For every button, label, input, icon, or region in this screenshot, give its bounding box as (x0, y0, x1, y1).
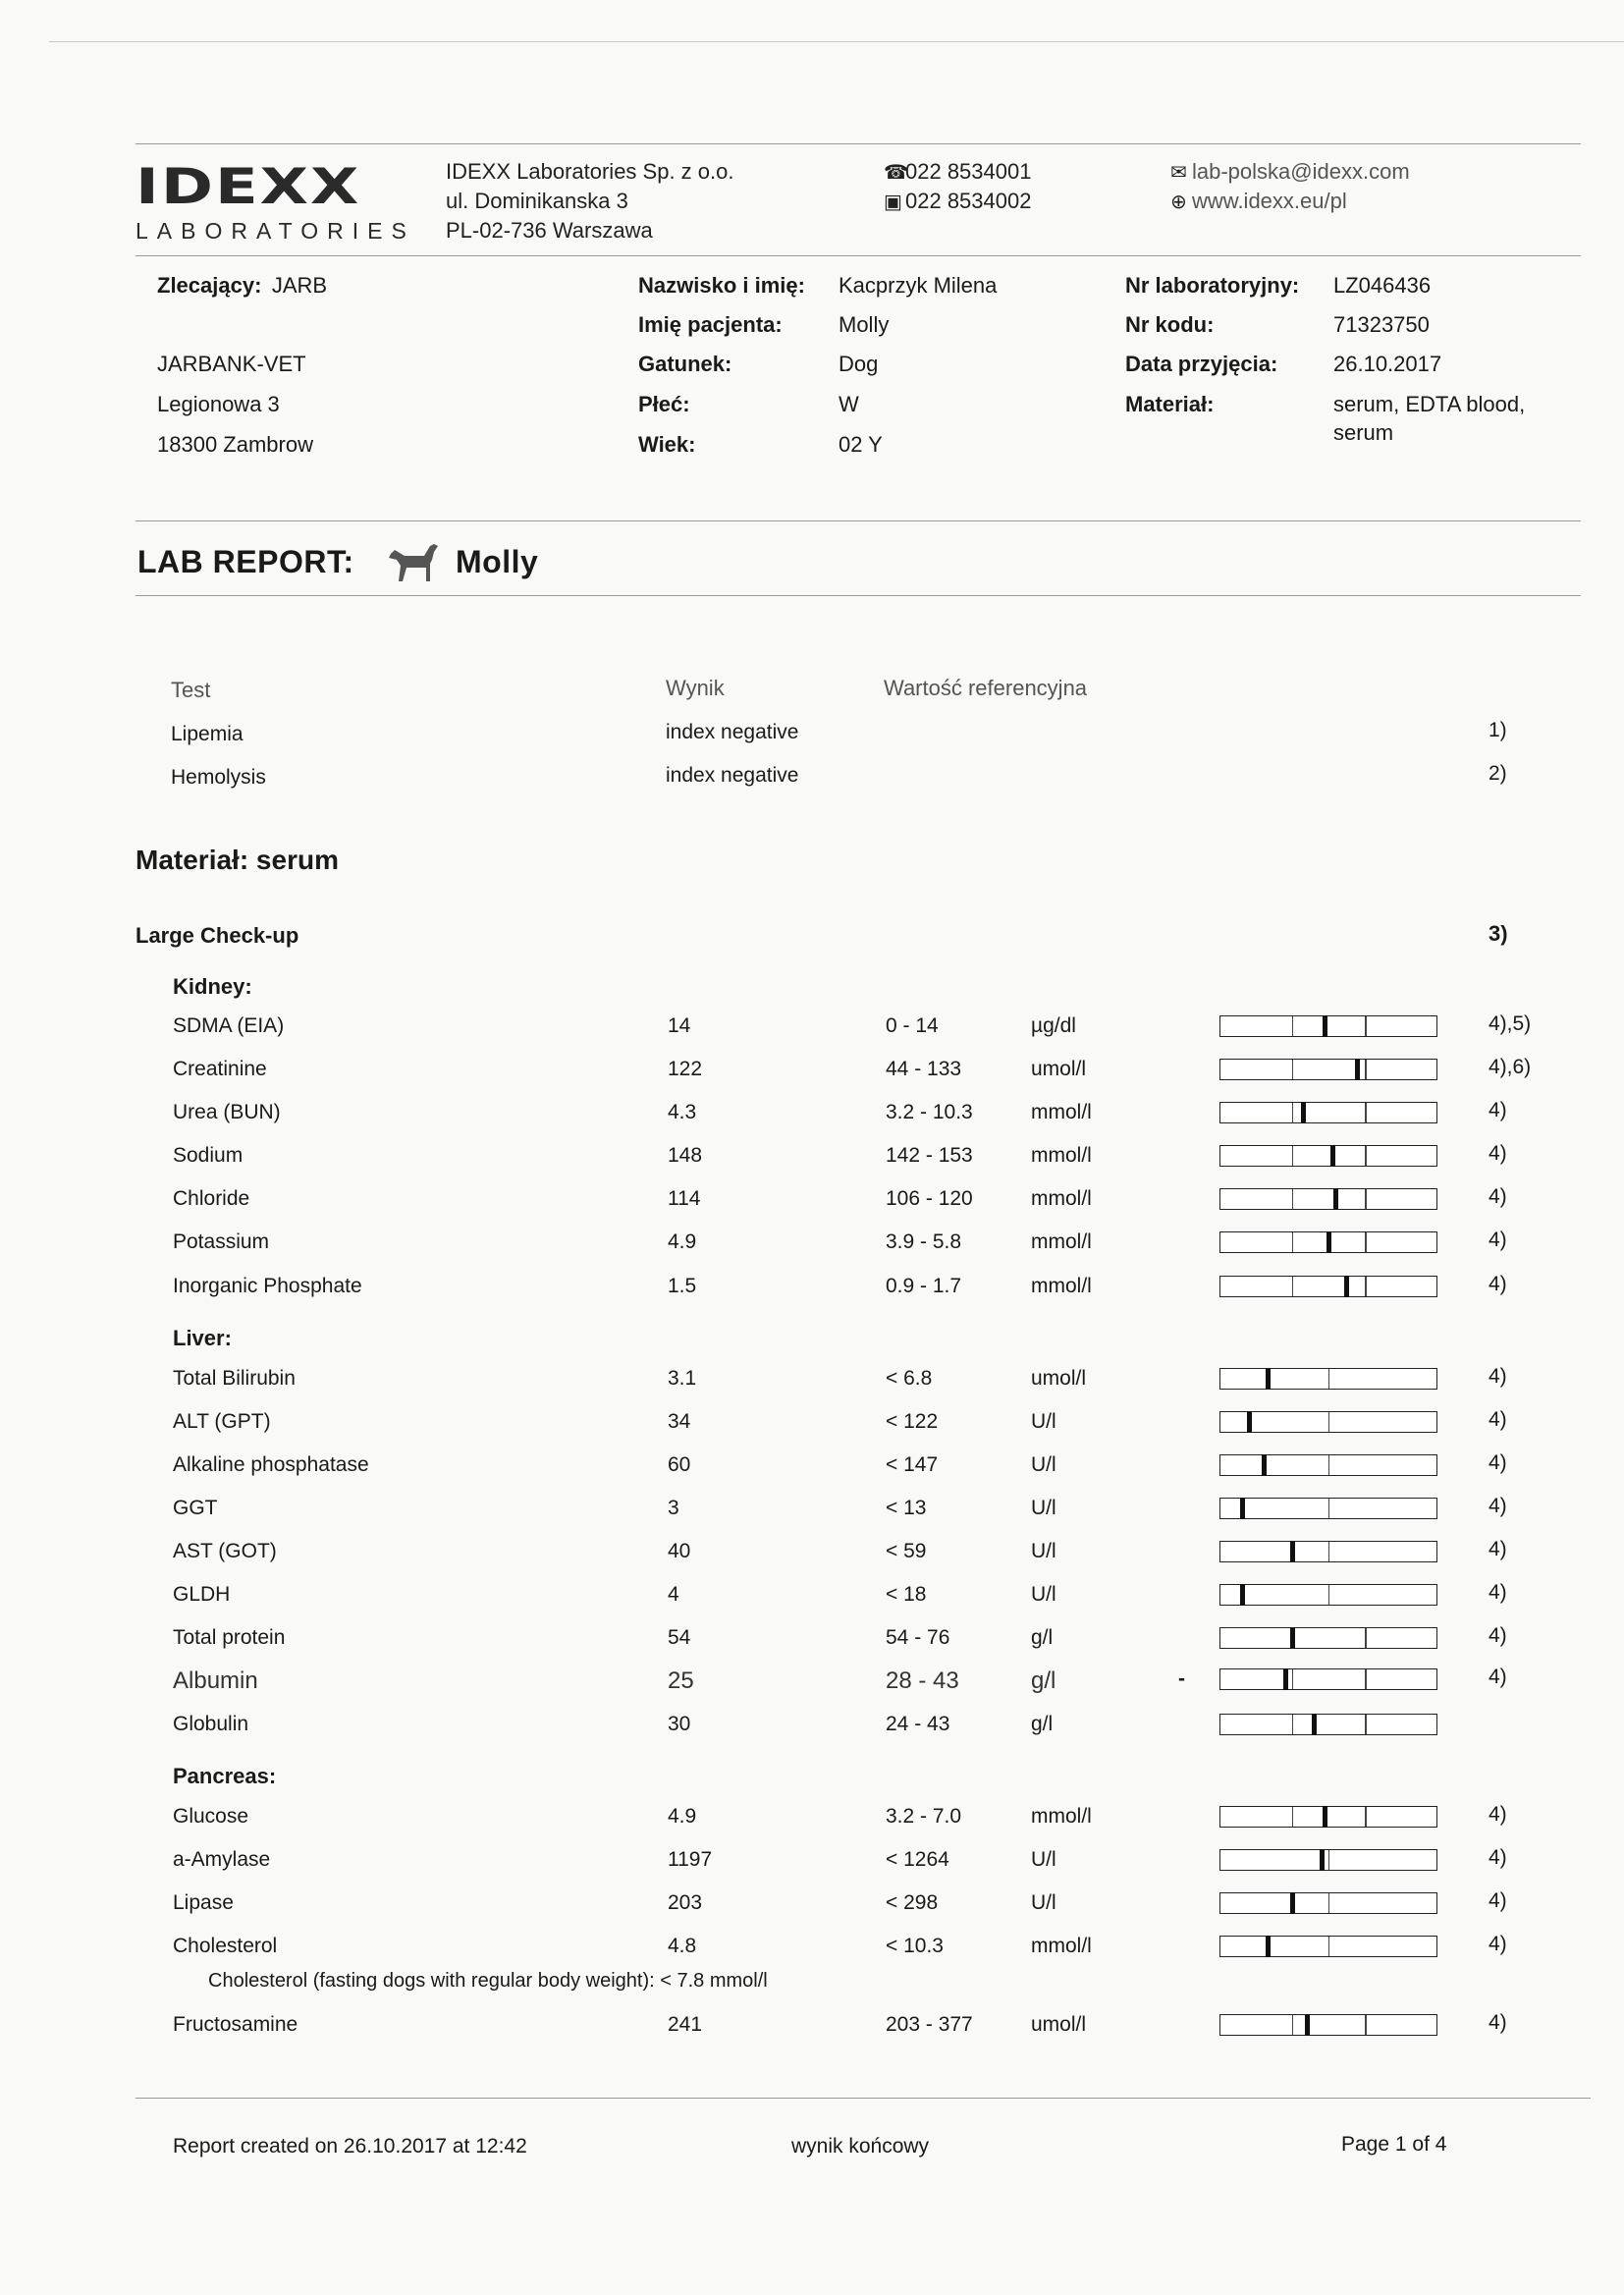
footer-page: Page 1 of 4 (1341, 2133, 1447, 2156)
code-value: 71323750 (1333, 312, 1430, 337)
row-test: SDMA (EIA) (173, 1014, 285, 1037)
row-note: 4) (1489, 1933, 1507, 1955)
range-bar (1219, 1145, 1437, 1167)
row-note: 4) (1489, 1185, 1507, 1208)
row-unit: U/l (1031, 1453, 1056, 1476)
row-note: 4) (1489, 1803, 1507, 1826)
row-unit: µg/dl (1031, 1014, 1076, 1037)
range-bar (1219, 1541, 1437, 1562)
company-phone: ☎022 8534001 (884, 159, 1032, 184)
row-unit: umol/l (1031, 1058, 1087, 1080)
row-result: 40 (668, 1540, 691, 1562)
range-bar (1219, 1584, 1437, 1606)
range-bar (1219, 1892, 1437, 1914)
range-bar (1219, 1714, 1437, 1735)
row-note: 4) (1489, 1273, 1507, 1295)
code-label: Nr kodu: (1125, 312, 1215, 337)
title-bottom-rule (135, 595, 1581, 596)
material-line2: serum (1333, 420, 1394, 445)
range-bar (1219, 1627, 1437, 1649)
range-bar (1219, 1102, 1437, 1123)
range-bar (1219, 1498, 1437, 1519)
row-reference: 44 - 133 (886, 1058, 962, 1080)
range-bar-divider (1365, 1016, 1366, 1036)
row-test: Creatinine (173, 1058, 267, 1080)
row-test: Alkaline phosphatase (173, 1453, 369, 1476)
range-bar-divider (1292, 2015, 1293, 2035)
col-result: Wynik (666, 676, 725, 700)
row-reference: 142 - 153 (886, 1144, 973, 1167)
labno-label: Nr laboratoryjny: (1125, 273, 1300, 298)
range-bar (1219, 1276, 1437, 1297)
range-bar-divider (1328, 1412, 1329, 1432)
range-bar-marker (1247, 1411, 1252, 1433)
age-value: 02 Y (839, 432, 883, 457)
row-note: 4) (1489, 1538, 1507, 1560)
labno-value: LZ046436 (1333, 273, 1432, 298)
company-city: PL-02-736 Warszawa (446, 218, 653, 243)
owner-value: Kacprzyk Milena (839, 273, 998, 298)
row-test: Inorganic Phosphate (173, 1275, 362, 1297)
row-unit: U/l (1031, 1891, 1056, 1914)
range-bar-divider (1365, 1807, 1366, 1827)
hemolysis-result: index negative (666, 764, 799, 787)
hemolysis-test: Hemolysis (171, 766, 266, 789)
row-reference: 0.9 - 1.7 (886, 1275, 962, 1297)
range-bar-divider (1292, 1189, 1293, 1209)
range-bar-marker (1323, 1015, 1327, 1037)
col-test: Test (171, 678, 211, 702)
age-label: Wiek: (638, 432, 696, 457)
row-note: 4) (1489, 1581, 1507, 1604)
range-bar-marker (1320, 1849, 1325, 1871)
row-test: Glucose (173, 1805, 249, 1828)
range-bar-marker (1240, 1584, 1245, 1606)
lipemia-test: Lipemia (171, 723, 244, 745)
range-bar-marker (1240, 1498, 1245, 1519)
row-note: 4) (1489, 1099, 1507, 1121)
row-note: 4) (1489, 1495, 1507, 1517)
row-result: 3 (668, 1497, 679, 1519)
row-note: 4) (1489, 1846, 1507, 1869)
group-kidney: Kidney: (173, 974, 252, 999)
range-bar-divider (1365, 1669, 1366, 1689)
panel-name: Large Check-up (135, 923, 299, 948)
row-note: 4) (1489, 1624, 1507, 1647)
range-bar-divider (1365, 1103, 1366, 1122)
row-note: 4) (1489, 1889, 1507, 1912)
range-bar-marker (1262, 1454, 1267, 1476)
range-bar-divider (1328, 1455, 1329, 1475)
range-bar-marker (1266, 1936, 1271, 1957)
range-bar-divider (1365, 1277, 1366, 1296)
company-street: ul. Dominikanska 3 (446, 189, 628, 213)
owner-label: Nazwisko i imię: (638, 273, 805, 298)
row-unit: mmol/l (1031, 1230, 1092, 1253)
row-note: 4) (1489, 1365, 1507, 1388)
row-reference: < 10.3 (886, 1935, 944, 1957)
range-bar (1219, 1411, 1437, 1433)
row-unit: g/l (1031, 1713, 1054, 1735)
range-bar-marker (1323, 1806, 1327, 1828)
header-top-rule (135, 143, 1581, 144)
row-result: 3.1 (668, 1367, 697, 1390)
range-bar-marker (1290, 1892, 1295, 1914)
range-bar (1219, 1454, 1437, 1476)
row-unit: U/l (1031, 1848, 1056, 1871)
footer-rule (135, 2098, 1591, 2099)
row-flag: - (1178, 1667, 1185, 1690)
patient-name-label: Imię pacjenta: (638, 312, 783, 337)
hemolysis-note: 2) (1489, 762, 1507, 785)
mail-icon: ✉ (1170, 162, 1187, 184)
row-note: 4) (1489, 1142, 1507, 1165)
date-value: 26.10.2017 (1333, 352, 1442, 376)
row-reference: < 298 (886, 1891, 939, 1914)
row-reference: < 6.8 (886, 1367, 933, 1390)
range-bar-marker (1344, 1276, 1349, 1297)
row-test: GLDH (173, 1583, 231, 1606)
range-bar-marker (1333, 1188, 1338, 1210)
row-unit: mmol/l (1031, 1187, 1092, 1210)
row-test: a-Amylase (173, 1848, 271, 1871)
row-reference: 3.2 - 7.0 (886, 1805, 962, 1828)
row-result: 1197 (668, 1848, 713, 1871)
row-test: Sodium (173, 1144, 244, 1167)
panel-note: 3) (1489, 921, 1508, 946)
material-label: Materiał: (1125, 392, 1215, 416)
range-bar-marker (1326, 1231, 1331, 1253)
row-reference: 3.9 - 5.8 (886, 1230, 962, 1253)
range-bar-marker (1283, 1668, 1288, 1690)
range-bar (1219, 1806, 1437, 1828)
row-result: 4 (668, 1583, 679, 1606)
range-bar-divider (1365, 1189, 1366, 1209)
range-bar-marker (1290, 1541, 1295, 1562)
page-edge (49, 41, 1624, 42)
row-result: 14 (668, 1014, 691, 1037)
range-bar-divider (1328, 1585, 1329, 1605)
logo-word: IDEXX (135, 159, 361, 216)
range-bar-divider (1292, 1016, 1293, 1036)
range-bar-marker (1301, 1102, 1306, 1123)
row-result: 4.9 (668, 1805, 697, 1828)
row-unit: g/l (1031, 1626, 1054, 1649)
range-bar-divider (1292, 1232, 1293, 1252)
row-note: 4) (1489, 1229, 1507, 1251)
range-bar-divider (1292, 1715, 1293, 1734)
requester: Zlecający: JARB (157, 273, 328, 298)
material-heading: Materiał: serum (135, 845, 339, 875)
row-reference: 0 - 14 (886, 1014, 939, 1037)
range-bar-divider (1328, 1369, 1329, 1389)
row-note: 4) (1489, 1451, 1507, 1474)
row-reference: 54 - 76 (886, 1626, 950, 1649)
row-reference: 203 - 377 (886, 2013, 973, 2036)
row-result: 148 (668, 1144, 703, 1167)
lipemia-result: index negative (666, 721, 799, 743)
row-result: 30 (668, 1713, 691, 1735)
row-unit: g/l (1031, 1667, 1056, 1694)
range-bar (1219, 1936, 1437, 1957)
requester-city: 18300 Zambrow (157, 432, 313, 457)
range-bar (1219, 1849, 1437, 1871)
row-result: 114 (668, 1187, 701, 1210)
row-reference: < 122 (886, 1410, 939, 1433)
row-test: Fructosamine (173, 2013, 298, 2036)
range-bar-divider (1292, 1146, 1293, 1166)
row-result: 25 (668, 1667, 694, 1694)
row-test: Potassium (173, 1230, 270, 1253)
row-result: 4.8 (668, 1935, 697, 1957)
dog-icon (385, 536, 442, 585)
row-reference: < 13 (886, 1497, 927, 1519)
range-bar (1219, 1231, 1437, 1253)
row-unit: mmol/l (1031, 1935, 1092, 1957)
phone-icon: ☎ (884, 162, 908, 184)
species-value: Dog (839, 352, 879, 376)
row-result: 122 (668, 1058, 703, 1080)
lipemia-note: 1) (1489, 719, 1507, 741)
group-liver: Liver: (173, 1326, 232, 1350)
row-test: Cholesterol (173, 1935, 278, 1957)
range-bar-marker (1312, 1714, 1317, 1735)
range-bar-divider (1365, 1146, 1366, 1166)
row-reference: < 18 (886, 1583, 927, 1606)
range-bar-divider (1328, 1542, 1329, 1561)
row-unit: mmol/l (1031, 1275, 1092, 1297)
row-reference: < 59 (886, 1540, 927, 1562)
range-bar (1219, 1015, 1437, 1037)
row-reference: < 1264 (886, 1848, 949, 1871)
globe-icon: ⊕ (1170, 191, 1187, 213)
range-bar-divider (1328, 1850, 1329, 1870)
row-unit: U/l (1031, 1583, 1056, 1606)
row-test: Albumin (173, 1667, 258, 1694)
footer-created: Report created on 26.10.2017 at 12:42 (173, 2135, 527, 2158)
sex-label: Płeć: (638, 392, 690, 416)
range-bar-marker (1355, 1059, 1360, 1080)
footer-status: wynik końcowy (791, 2135, 930, 2158)
row-test: Lipase (173, 1891, 234, 1914)
range-bar (1219, 1188, 1437, 1210)
date-label: Data przyjęcia: (1125, 352, 1278, 376)
range-bar-divider (1365, 2015, 1366, 2035)
report-patient-name: Molly (456, 544, 539, 579)
company-name: IDEXX Laboratories Sp. z o.o. (446, 159, 734, 184)
range-bar-marker (1290, 1627, 1295, 1649)
header-bottom-rule (135, 255, 1581, 256)
range-bar-divider (1365, 1232, 1366, 1252)
row-unit: umol/l (1031, 1367, 1087, 1390)
range-bar-divider (1292, 1669, 1293, 1689)
range-bar (1219, 1368, 1437, 1390)
range-bar (1219, 1668, 1437, 1690)
row-result: 60 (668, 1453, 691, 1476)
range-bar-divider (1292, 1060, 1293, 1079)
row-result: 241 (668, 2013, 703, 2036)
range-bar-marker (1330, 1145, 1335, 1167)
fax-icon: ▣ (884, 191, 902, 213)
row-note: 4),6) (1489, 1056, 1532, 1078)
range-bar-divider (1292, 1277, 1293, 1296)
row-unit: U/l (1031, 1540, 1056, 1562)
row-result: 4.9 (668, 1230, 697, 1253)
range-bar-marker (1305, 2014, 1310, 2036)
row-unit: mmol/l (1031, 1101, 1092, 1123)
row-result: 1.5 (668, 1275, 697, 1297)
row-unit: mmol/l (1031, 1144, 1092, 1167)
range-bar-divider (1292, 1807, 1293, 1827)
row-test: Urea (BUN) (173, 1101, 281, 1123)
row-reference: 106 - 120 (886, 1187, 973, 1210)
logo-sub: LABORATORIES (135, 218, 415, 244)
range-bar-marker (1266, 1368, 1271, 1390)
patient-name-value: Molly (839, 312, 890, 337)
range-bar-divider (1292, 1103, 1293, 1122)
info-bottom-rule (135, 520, 1581, 521)
row-note: 4) (1489, 2011, 1507, 2034)
row-result: 54 (668, 1626, 691, 1649)
sex-value: W (839, 392, 859, 416)
company-web: ⊕ www.idexx.eu/pl (1170, 189, 1347, 213)
row-test: Total Bilirubin (173, 1367, 296, 1390)
requester-clinic: JARBANK-VET (157, 352, 306, 376)
range-bar-divider (1365, 1715, 1366, 1734)
row-test: Total protein (173, 1626, 286, 1649)
company-email: ✉ lab-polska@idexx.com (1170, 159, 1410, 184)
idexx-logo (135, 159, 430, 249)
row-reference: 24 - 43 (886, 1713, 950, 1735)
row-test: Chloride (173, 1187, 250, 1210)
company-fax: ▣ 022 8534002 (884, 189, 1032, 213)
range-bar-divider (1365, 1060, 1366, 1079)
group-pancreas: Pancreas: (173, 1764, 277, 1788)
range-bar (1219, 1059, 1437, 1080)
row-reference: < 147 (886, 1453, 939, 1476)
row-test: AST (GOT) (173, 1540, 277, 1562)
species-label: Gatunek: (638, 352, 732, 376)
row-test: ALT (GPT) (173, 1410, 271, 1433)
cholesterol-note: Cholesterol (fasting dogs with regular body weight): < 7.8 mmol/l (208, 1970, 768, 1992)
row-test: GGT (173, 1497, 218, 1519)
requester-street: Legionowa 3 (157, 392, 280, 416)
report-title: LAB REPORT: (137, 544, 354, 579)
range-bar-divider (1328, 1499, 1329, 1518)
range-bar-divider (1365, 1628, 1366, 1648)
row-result: 203 (668, 1891, 703, 1914)
row-unit: umol/l (1031, 2013, 1087, 2036)
row-result: 34 (668, 1410, 691, 1433)
row-note: 4),5) (1489, 1012, 1532, 1035)
row-reference: 3.2 - 10.3 (886, 1101, 973, 1123)
row-note: 4) (1489, 1666, 1507, 1688)
row-test: Globulin (173, 1713, 249, 1735)
col-reference: Wartość referencyjna (884, 676, 1088, 700)
range-bar-divider (1328, 1937, 1329, 1956)
row-reference: 28 - 43 (886, 1667, 959, 1694)
row-unit: mmol/l (1031, 1805, 1092, 1828)
row-unit: U/l (1031, 1497, 1056, 1519)
row-result: 4.3 (668, 1101, 697, 1123)
range-bar-divider (1328, 1893, 1329, 1913)
row-note: 4) (1489, 1408, 1507, 1431)
range-bar (1219, 2014, 1437, 2036)
material-line1: serum, EDTA blood, (1333, 392, 1526, 416)
row-unit: U/l (1031, 1410, 1056, 1433)
